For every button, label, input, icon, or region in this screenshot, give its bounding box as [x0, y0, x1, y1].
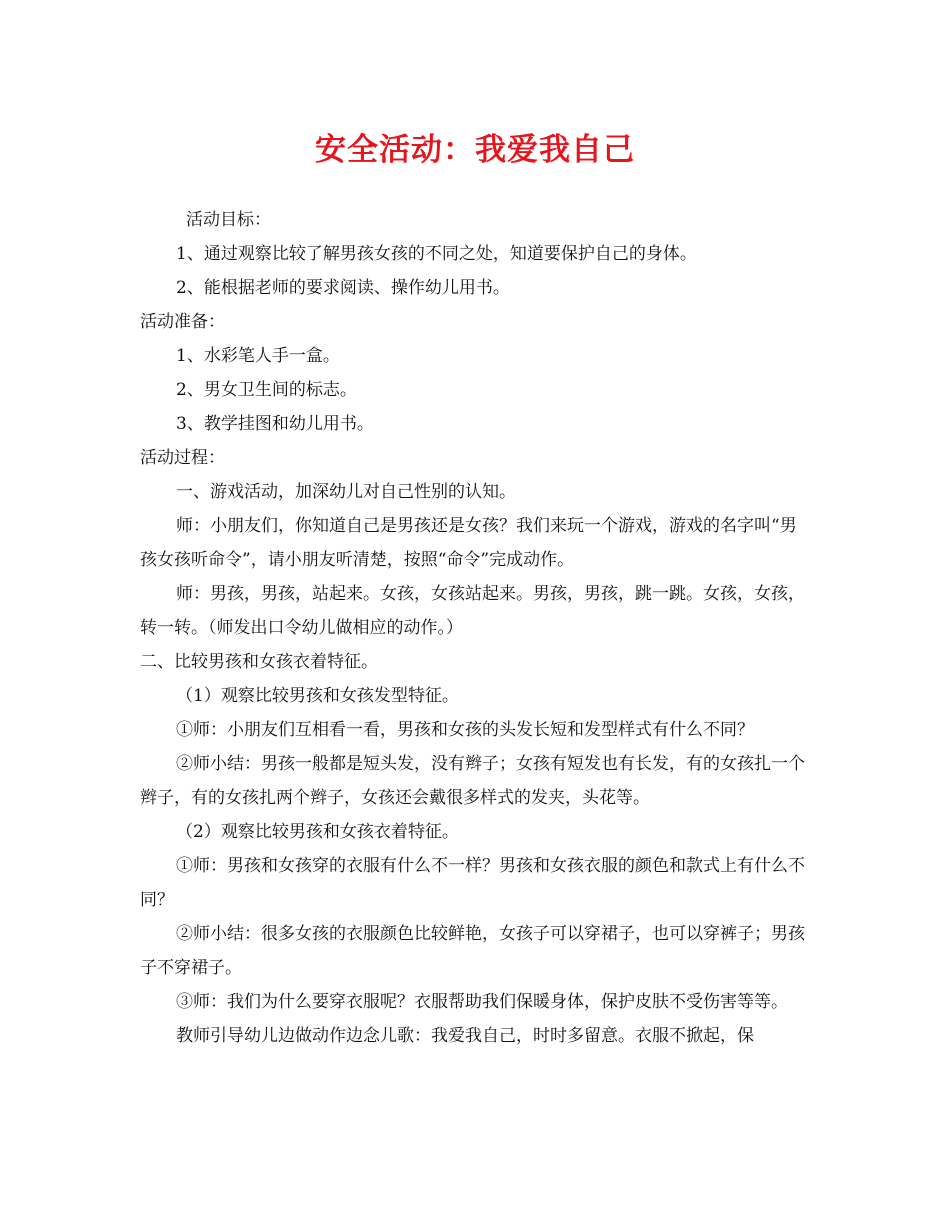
document-body	[140, 203, 812, 1053]
paragraph: 2、能根据老师的要求阅读、操作幼儿用书。	[176, 278, 510, 298]
paragraph: ①师：男孩和女孩穿的衣服有什么不一样？男孩和女孩衣服的颜色和款式上有什么不同？	[140, 856, 805, 910]
paragraph: 教师引导幼儿边做动作边念儿歌：我爱我自己，时时多留意。衣服不掀起，保	[176, 1026, 754, 1046]
paragraph: 一、游戏活动，加深幼儿对自己性别的认知。	[176, 482, 516, 502]
paragraph: ②师小结：男孩一般都是短头发，没有辫子；女孩有短发也有长发，有的女孩扎一个辫子，有的女孩扎两个辫子，女孩还会戴很多样式的发夹，头花等。	[140, 754, 805, 808]
paragraph: （2）观察比较男孩和女孩衣着特征。	[176, 822, 459, 842]
paragraph: ②师小结：很多女孩的衣服颜色比较鲜艳，女孩子可以穿裙子，也可以穿裤子；男孩子不穿裙子。	[140, 924, 805, 978]
paragraph: 2、男女卫生间的标志。	[176, 380, 357, 400]
paragraph: 1、通过观察比较了解男孩女孩的不同之处，知道要保护自己的身体。	[176, 244, 697, 264]
section-heading-goals: 活动目标：	[186, 210, 271, 230]
document-title: 安全活动：我爱我自己	[315, 132, 635, 168]
paragraph: 3、教学挂图和幼儿用书。	[176, 414, 374, 434]
section-heading-process: 活动过程：	[140, 448, 225, 468]
section-heading-preparation: 活动准备：	[140, 312, 225, 332]
paragraph: ③师：我们为什么要穿衣服呢？衣服帮助我们保暖身体，保护皮肤不受伤害等等。	[176, 992, 788, 1012]
paragraph: 1、水彩笔人手一盒。	[176, 346, 340, 366]
paragraph: 师：小朋友们，你知道自己是男孩还是女孩？我们来玩一个游戏，游戏的名字叫“男孩女孩听命令”，请小朋友听清楚，按照“命令”完成动作。	[140, 516, 797, 570]
paragraph: ①师：小朋友们互相看一看，男孩和女孩的头发长短和发型样式有什么不同？	[176, 720, 754, 740]
paragraph: （1）观察比较男孩和女孩发型特征。	[176, 686, 459, 706]
paragraph: 二、比较男孩和女孩衣着特征。	[140, 652, 378, 672]
paragraph: 师：男孩，男孩，站起来。女孩，女孩站起来。男孩，男孩，跳一跳。女孩，女孩，转一转。（师发出口令幼儿做相应的动作。）	[140, 584, 805, 638]
